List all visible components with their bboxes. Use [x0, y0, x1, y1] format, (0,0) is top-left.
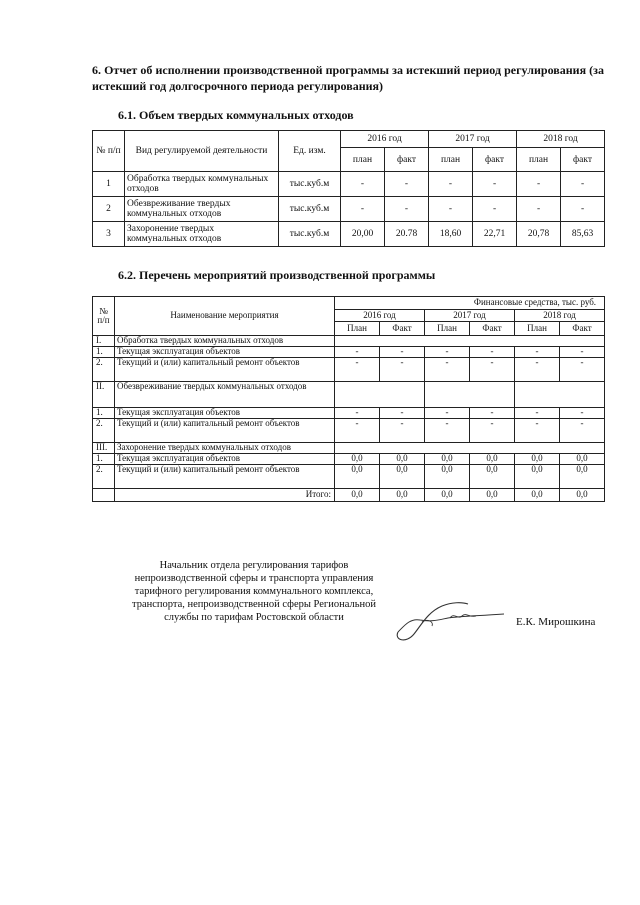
- table-row: [93, 382, 605, 408]
- cell-value: 85,63: [561, 222, 605, 247]
- row-num: 3: [93, 222, 125, 247]
- plan-header: План: [425, 322, 470, 336]
- total-value: 0,0: [335, 489, 380, 502]
- section-1-title: 6.1. Объем твердых коммунальных отходов: [118, 108, 354, 122]
- row-num: 2: [93, 197, 125, 222]
- col-name-header: Наименование мероприятия: [115, 297, 335, 336]
- col-unit-header: Ед. изм.: [279, 131, 341, 172]
- total-value: 0,0: [470, 489, 515, 502]
- cell-value: -: [470, 358, 515, 382]
- cell-value: -: [517, 172, 561, 197]
- table-row: [93, 222, 605, 247]
- cell-value: 0,0: [470, 465, 515, 489]
- cell-value: -: [561, 172, 605, 197]
- col-activity-header: Вид регулируемой деятельности: [125, 131, 279, 172]
- plan-header: план: [429, 148, 473, 172]
- row-name: Текущая эксплуатация объектов: [115, 408, 335, 419]
- cell-value: -: [385, 197, 429, 222]
- row-activity: Обработка твердых коммунальных отходов: [125, 172, 279, 197]
- row-unit: тыс.куб.м: [279, 172, 341, 197]
- row-num: 1.: [93, 347, 115, 358]
- group-spacer: [515, 382, 605, 408]
- fact-header: факт: [561, 148, 605, 172]
- cell-value: -: [515, 419, 560, 443]
- cell-value: -: [380, 347, 425, 358]
- year-header: 2017 год: [429, 131, 517, 148]
- row-name: Текущий и (или) капитальный ремонт объектов: [115, 465, 335, 489]
- plan-header: План: [515, 322, 560, 336]
- year-header: 2016 год: [335, 310, 425, 322]
- total-value: 0,0: [380, 489, 425, 502]
- cell-value: -: [335, 419, 380, 443]
- total-row: [93, 489, 605, 502]
- cell-value: 20,78: [517, 222, 561, 247]
- finance-header: Финансовые средства, тыс. руб.: [335, 297, 605, 310]
- row-num: 1.: [93, 408, 115, 419]
- position-line: Начальник отдела регулирования тарифов: [159, 560, 349, 571]
- total-value: 0,0: [425, 489, 470, 502]
- fact-header: Факт: [470, 322, 515, 336]
- cell-value: -: [380, 408, 425, 419]
- row-unit: тыс.куб.м: [279, 222, 341, 247]
- table-row: [93, 336, 605, 347]
- group-spacer: [335, 336, 605, 347]
- plan-header: План: [335, 322, 380, 336]
- table-row: [93, 443, 605, 454]
- fact-header: Факт: [380, 322, 425, 336]
- cell-value: -: [425, 347, 470, 358]
- cell-value: -: [335, 347, 380, 358]
- total-num-cell: [93, 489, 115, 502]
- cell-value: 0,0: [470, 454, 515, 465]
- cell-value: 0,0: [335, 465, 380, 489]
- group-spacer: [335, 382, 425, 408]
- cell-value: -: [380, 419, 425, 443]
- cell-value: -: [470, 408, 515, 419]
- year-header: 2018 год: [515, 310, 605, 322]
- report-heading: 6. Отчет об исполнении производственной программы за истекший период регулирования (за истекший год долгосрочного периода регулирования): [92, 63, 604, 93]
- cell-value: -: [560, 347, 605, 358]
- table-row: [93, 454, 605, 465]
- table-row: [93, 197, 605, 222]
- plan-header: план: [517, 148, 561, 172]
- cell-value: -: [425, 419, 470, 443]
- cell-value: 22,71: [473, 222, 517, 247]
- volume-table: [92, 130, 605, 247]
- col-num-header: № п/п: [93, 131, 125, 172]
- cell-value: 0,0: [425, 454, 470, 465]
- row-name: Обработка твердых коммунальных отходов: [115, 336, 335, 347]
- cell-value: 0,0: [560, 465, 605, 489]
- cell-value: 0,0: [425, 465, 470, 489]
- position-line: непроизводственной сферы и транспорта управления: [134, 573, 374, 584]
- total-value: 0,0: [560, 489, 605, 502]
- signatory-position: [112, 559, 396, 624]
- cell-value: -: [517, 197, 561, 222]
- table-row: [93, 408, 605, 419]
- group-spacer: [425, 382, 515, 408]
- cell-value: -: [429, 197, 473, 222]
- position-line: службы по тарифам Ростовской области: [164, 612, 344, 623]
- row-num: I.: [93, 336, 115, 347]
- cell-value: -: [515, 358, 560, 382]
- row-num: 1.: [93, 454, 115, 465]
- cell-value: -: [341, 197, 385, 222]
- plan-header: план: [341, 148, 385, 172]
- row-name: Текущий и (или) капитальный ремонт объектов: [115, 358, 335, 382]
- signatory-name: Е.К. Мирошкина: [516, 616, 596, 628]
- table-row: [93, 419, 605, 443]
- row-activity: Обезвреживание твердых коммунальных отходов: [125, 197, 279, 222]
- row-num: 1: [93, 172, 125, 197]
- cell-value: 20.78: [385, 222, 429, 247]
- fact-header: факт: [385, 148, 429, 172]
- total-label: Итого:: [115, 489, 335, 502]
- table-row: [93, 358, 605, 382]
- row-name: Текущий и (или) капитальный ремонт объектов: [115, 419, 335, 443]
- cell-value: -: [425, 408, 470, 419]
- table-row: [93, 347, 605, 358]
- section-2-title: 6.2. Перечень мероприятий производственной программы: [118, 268, 436, 282]
- row-num: III.: [93, 443, 115, 454]
- year-header: 2016 год: [341, 131, 429, 148]
- year-header: 2017 год: [425, 310, 515, 322]
- cell-value: 0,0: [515, 465, 560, 489]
- cell-value: 0,0: [380, 454, 425, 465]
- cell-value: -: [473, 172, 517, 197]
- cell-value: 18,60: [429, 222, 473, 247]
- row-num: II.: [93, 382, 115, 408]
- cell-value: 0,0: [560, 454, 605, 465]
- cell-value: -: [341, 172, 385, 197]
- cell-value: -: [470, 347, 515, 358]
- table-row: [93, 465, 605, 489]
- group-spacer: [335, 443, 605, 454]
- row-num: 2.: [93, 358, 115, 382]
- cell-value: 0,0: [515, 454, 560, 465]
- cell-value: -: [380, 358, 425, 382]
- row-name: Обезвреживание твердых коммунальных отходов: [115, 382, 335, 408]
- cell-value: -: [335, 358, 380, 382]
- cell-value: -: [335, 408, 380, 419]
- position-line: транспорта, непроизводственной сферы Региональной: [131, 599, 376, 610]
- position-line: тарифного регулирования коммунального комплекса,: [134, 586, 374, 597]
- col-num-header: № п/п: [93, 297, 115, 336]
- fact-header: факт: [473, 148, 517, 172]
- table-row: [93, 172, 605, 197]
- cell-value: -: [515, 408, 560, 419]
- cell-value: -: [560, 408, 605, 419]
- cell-value: -: [385, 172, 429, 197]
- cell-value: 20,00: [341, 222, 385, 247]
- year-header: 2018 год: [517, 131, 605, 148]
- measures-table: [92, 296, 605, 502]
- cell-value: -: [560, 358, 605, 382]
- row-num: 2.: [93, 465, 115, 489]
- cell-value: -: [470, 419, 515, 443]
- cell-value: -: [561, 197, 605, 222]
- row-unit: тыс.куб.м: [279, 197, 341, 222]
- cell-value: 0,0: [335, 454, 380, 465]
- row-name: Захоронение твердых коммунальных отходов: [115, 443, 335, 454]
- total-value: 0,0: [515, 489, 560, 502]
- cell-value: 0,0: [380, 465, 425, 489]
- row-name: Текущая эксплуатация объектов: [115, 347, 335, 358]
- row-num: 2.: [93, 419, 115, 443]
- fact-header: Факт: [560, 322, 605, 336]
- row-activity: Захоронение твердых коммунальных отходов: [125, 222, 279, 247]
- row-name: Текущая эксплуатация объектов: [115, 454, 335, 465]
- cell-value: -: [425, 358, 470, 382]
- handwritten-signature: [392, 598, 507, 648]
- cell-value: -: [473, 197, 517, 222]
- cell-value: -: [560, 419, 605, 443]
- cell-value: -: [515, 347, 560, 358]
- cell-value: -: [429, 172, 473, 197]
